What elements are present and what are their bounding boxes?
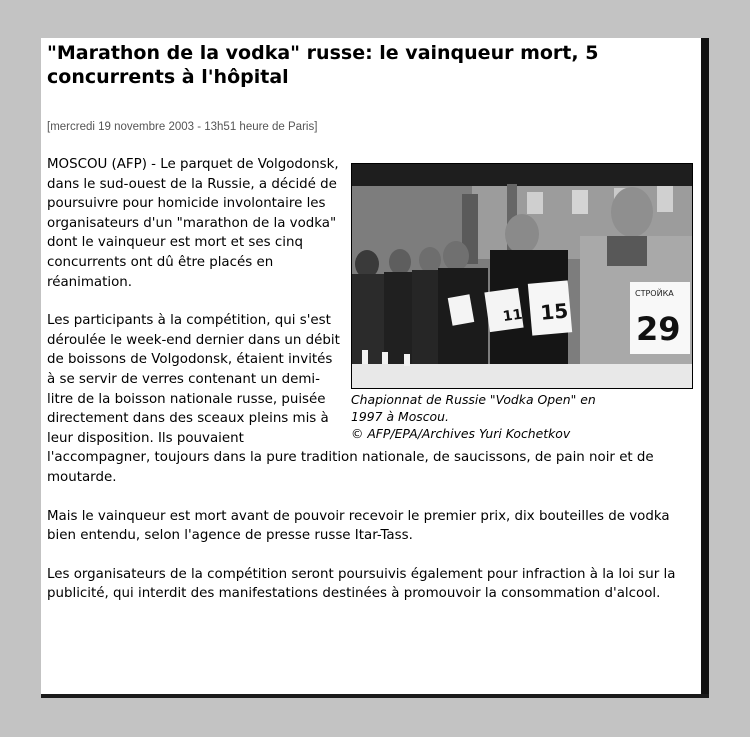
- bib-number-11: 11: [501, 306, 524, 326]
- photo-caption: [351, 391, 693, 442]
- bib-number-15: 15: [539, 298, 570, 325]
- paragraph-3: Mais le vainqueur est mort avant de pouvoir recevoir le premier prix, dix bouteilles de vodka bien entendu, selon l'agence de presse russe Itar-Tass.: [47, 508, 670, 544]
- paragraph-1: MOSCOU (AFP) - Le parquet de Volgodonsk, dans le sud-ouest de la Russie, a décidé de poursuivre pour homicide involontaire les organisateurs d'un "marathon de la vodka" dont le vainqueur est mort et ses cinq concurrents ont dû être placés en réanimation.: [47, 157, 339, 290]
- caption-line-2: 1997 à Moscou.: [351, 409, 449, 424]
- page-shadow-right: [701, 38, 709, 698]
- bib-sign-text: СТРОЙКА: [635, 289, 674, 298]
- bib-number-29: 29: [636, 310, 681, 348]
- paragraph-4: Les organisateurs de la compétition seront poursuivis également pour infraction à la loi sur la publicité, qui interdit des manifestations destinées à promouvoir la consommation d'alcool.: [47, 566, 676, 602]
- paragraph-2: Les participants à la compétition, qui s'est déroulée le week-end dernier dans un débit de boissons de Volgodonsk, étaient invités à se servir de verres contenant un demi-litre de la boisson nationale russe, puisée directement dans des sceaux pleins mis à leur disposition. Ils pouvaient l'accompagner, toujours dans la pure tradition nationale, de saucissons, de pain noir et de moutarde.: [47, 313, 654, 485]
- photo-credit: © AFP/EPA/Archives Yuri Kochetkov: [351, 426, 571, 441]
- photo-figure: [351, 163, 693, 442]
- caption-line-1: Chapionnat de Russie "Vodka Open" en: [351, 392, 596, 407]
- headline: "Marathon de la vodka" russe: le vainqueur mort, 5 concurrents à l'hôpital: [47, 42, 599, 88]
- page-shadow-bottom: [41, 694, 709, 698]
- article-page: [41, 38, 705, 694]
- dateline: [mercredi 19 novembre 2003 - 13h51 heure de Paris]: [47, 121, 318, 133]
- news-photo: [351, 163, 693, 389]
- article-body: [47, 155, 695, 604]
